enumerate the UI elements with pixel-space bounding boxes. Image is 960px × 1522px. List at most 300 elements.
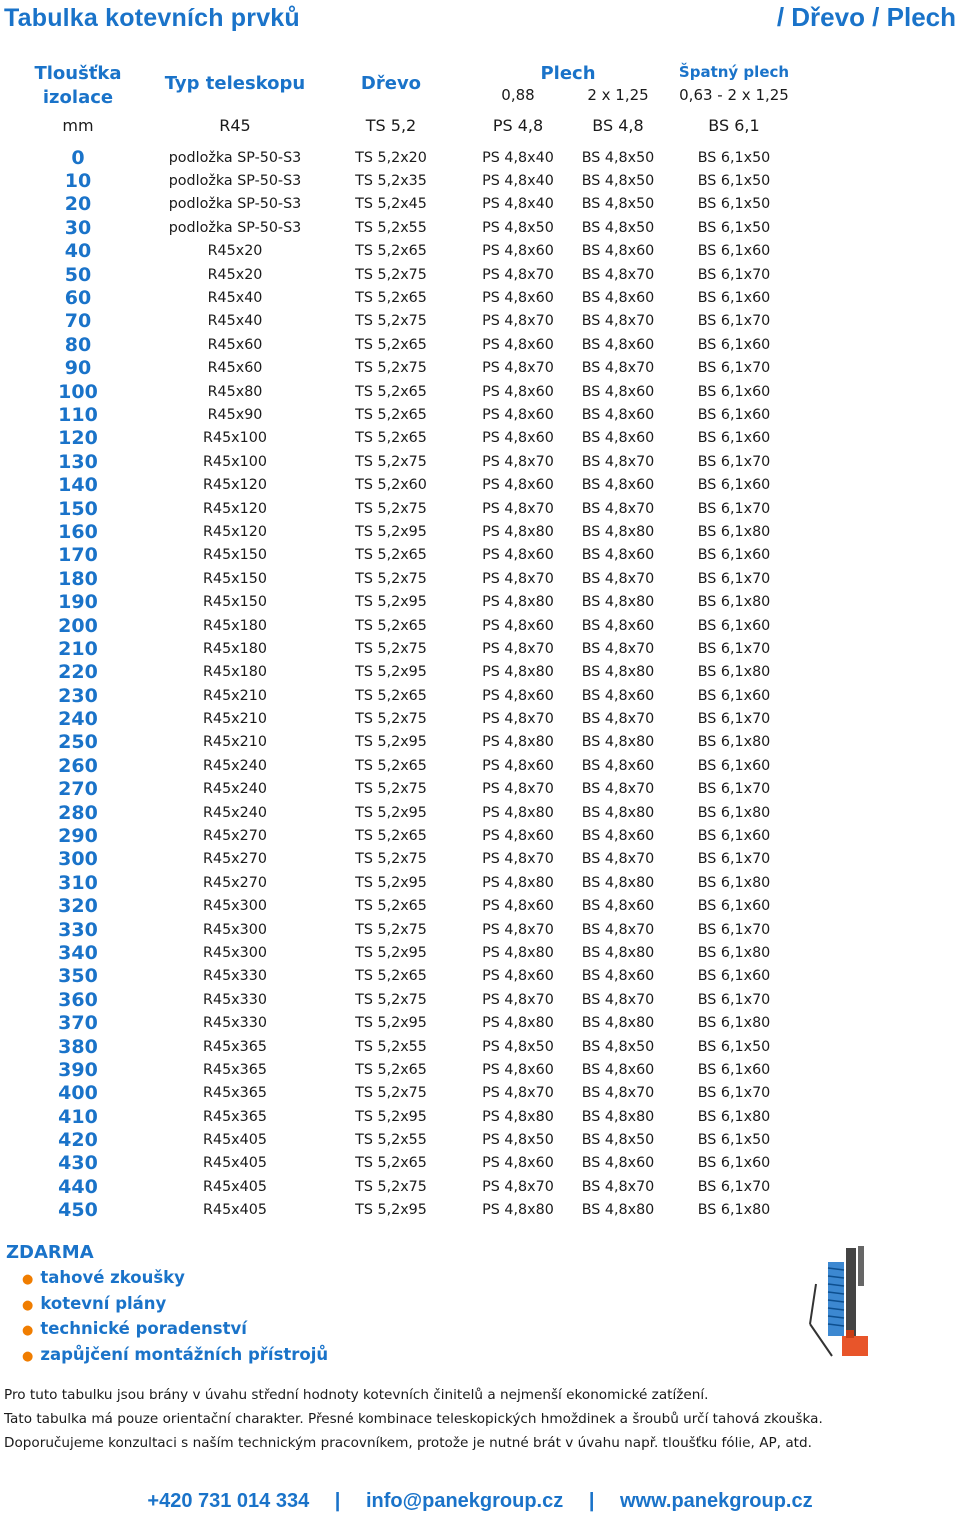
anchor-table-body <box>0 146 800 1222</box>
table-cell: BS 6,1x60 <box>697 547 771 564</box>
table-cell: R45x270 <box>203 851 267 868</box>
table-row <box>0 848 800 871</box>
table-cell: R45x40 <box>207 313 263 330</box>
thickness-cell: 30 <box>64 216 92 239</box>
table-cell: PS 4,8x80 <box>482 594 554 611</box>
table-cell: BS 4,8x60 <box>581 243 655 260</box>
table-cell: TS 5,2x65 <box>355 828 427 845</box>
table-cell: BS 6,1x70 <box>697 711 771 728</box>
table-cell: BS 4,8x70 <box>581 1085 655 1102</box>
table-cell: PS 4,8x70 <box>482 991 554 1008</box>
table-cell: TS 5,2x75 <box>355 266 427 283</box>
table-cell: R45x300 <box>203 921 267 938</box>
thickness-cell: 130 <box>58 450 98 473</box>
table-cell: TS 5,2x55 <box>355 219 427 236</box>
table-cell: PS 4,8x60 <box>482 687 554 704</box>
table-cell: TS 5,2x75 <box>355 1085 427 1102</box>
thickness-cell: 380 <box>58 1035 98 1058</box>
table-cell: PS 4,8x70 <box>482 500 554 517</box>
table-cell: R45x20 <box>207 266 263 283</box>
thickness-cell: 320 <box>58 895 98 918</box>
table-row <box>0 590 800 613</box>
thickness-cell: 80 <box>64 333 92 356</box>
table-row <box>0 918 800 941</box>
table-cell: BS 6,1x50 <box>697 1038 771 1055</box>
table-cell: BS 6,1x80 <box>697 804 771 821</box>
table-cell: R45x405 <box>203 1202 267 1219</box>
table-cell: TS 5,2x65 <box>355 617 427 634</box>
table-cell: PS 4,8x50 <box>482 219 554 236</box>
table-cell: BS 6,1x80 <box>697 734 771 751</box>
bullet-icon: ● <box>22 1272 34 1287</box>
unit-bs48: BS 4,8 <box>592 116 644 135</box>
table-cell: R45x210 <box>203 734 267 751</box>
table-cell: TS 5,2x95 <box>355 944 427 961</box>
table-cell: BS 6,1x60 <box>697 968 771 985</box>
table-cell: BS 4,8x70 <box>581 453 655 470</box>
table-row <box>0 1058 800 1081</box>
header-wood: Dřevo <box>360 73 422 94</box>
table-cell: TS 5,2x55 <box>355 1132 427 1149</box>
table-row <box>0 988 800 1011</box>
table-cell: TS 5,2x45 <box>355 196 427 213</box>
thickness-cell: 300 <box>58 848 98 871</box>
thickness-cell: 100 <box>58 380 98 403</box>
table-cell: BS 6,1x70 <box>697 360 771 377</box>
table-cell: PS 4,8x40 <box>482 149 554 166</box>
table-row <box>0 1105 800 1128</box>
table-cell: R45x20 <box>207 243 263 260</box>
table-cell: BS 6,1x70 <box>697 500 771 517</box>
table-cell: TS 5,2x65 <box>355 406 427 423</box>
free-services-title: ZDARMA <box>6 1242 94 1263</box>
thickness-cell: 60 <box>64 287 92 310</box>
table-cell: TS 5,2x95 <box>355 523 427 540</box>
table-cell: BS 4,8x80 <box>581 1202 655 1219</box>
table-cell: R45x150 <box>203 594 267 611</box>
thickness-cell: 360 <box>58 988 98 1011</box>
table-cell: PS 4,8x80 <box>482 523 554 540</box>
table-row <box>0 497 800 520</box>
thickness-cell: 180 <box>58 567 98 590</box>
table-cell: BS 4,8x60 <box>581 687 655 704</box>
table-cell: BS 4,8x80 <box>581 1015 655 1032</box>
table-cell: BS 6,1x60 <box>697 290 771 307</box>
table-row <box>0 169 800 192</box>
table-cell: BS 6,1x60 <box>697 617 771 634</box>
table-cell: R45x300 <box>203 898 267 915</box>
table-cell: R45x405 <box>203 1178 267 1195</box>
table-cell: TS 5,2x65 <box>355 336 427 353</box>
table-cell: BS 4,8x70 <box>581 851 655 868</box>
header-bad-sheet-sub: 0,63 - 2 x 1,25 <box>679 86 789 104</box>
thickness-cell: 340 <box>58 941 98 964</box>
table-cell: TS 5,2x65 <box>355 1155 427 1172</box>
table-cell: PS 4,8x60 <box>482 898 554 915</box>
table-cell: BS 6,1x50 <box>697 173 771 190</box>
thickness-cell: 140 <box>58 474 98 497</box>
table-cell: BS 4,8x70 <box>581 266 655 283</box>
table-cell: TS 5,2x65 <box>355 430 427 447</box>
table-cell: PS 4,8x60 <box>482 477 554 494</box>
table-row <box>0 403 800 426</box>
table-cell: BS 6,1x60 <box>697 757 771 774</box>
website-link[interactable]: www.panekgroup.cz <box>619 1490 813 1512</box>
table-cell: BS 4,8x70 <box>581 921 655 938</box>
table-cell: BS 4,8x80 <box>581 874 655 891</box>
thickness-cell: 370 <box>58 1012 98 1035</box>
table-cell: R45x270 <box>203 874 267 891</box>
table-cell: BS 4,8x70 <box>581 360 655 377</box>
table-cell: BS 4,8x50 <box>581 219 655 236</box>
bullet-icon: ● <box>22 1323 34 1338</box>
table-row <box>0 427 800 450</box>
list-item: ● zapůjčení montážních přístrojů <box>22 1344 329 1364</box>
table-cell: PS 4,8x70 <box>482 1178 554 1195</box>
table-cell: PS 4,8x80 <box>482 804 554 821</box>
table-cell: BS 6,1x60 <box>697 336 771 353</box>
table-row <box>0 1035 800 1058</box>
table-cell: R45x330 <box>203 1015 267 1032</box>
unit-bs61: BS 6,1 <box>708 116 760 135</box>
thickness-cell: 20 <box>64 193 92 216</box>
table-row <box>0 614 800 637</box>
table-cell: R45x60 <box>207 360 263 377</box>
table-row <box>0 216 800 239</box>
table-cell: R45x365 <box>203 1108 267 1125</box>
table-cell: R45x180 <box>203 617 267 634</box>
table-cell: R45x270 <box>203 828 267 845</box>
table-cell: TS 5,2x65 <box>355 243 427 260</box>
table-cell: TS 5,2x35 <box>355 173 427 190</box>
table-cell: R45x180 <box>203 664 267 681</box>
table-cell: TS 5,2x95 <box>355 874 427 891</box>
table-cell: TS 5,2x75 <box>355 313 427 330</box>
thickness-cell: 270 <box>58 778 98 801</box>
table-cell: BS 6,1x50 <box>697 219 771 236</box>
thickness-cell: 110 <box>58 403 98 426</box>
thickness-cell: 440 <box>58 1175 98 1198</box>
table-row <box>0 380 800 403</box>
table-cell: PS 4,8x50 <box>482 1038 554 1055</box>
table-cell: PS 4,8x60 <box>482 430 554 447</box>
table-cell: BS 4,8x70 <box>581 570 655 587</box>
table-cell: BS 4,8x80 <box>581 664 655 681</box>
table-cell: TS 5,2x55 <box>355 1038 427 1055</box>
footer-separator: | <box>334 1490 341 1512</box>
table-cell: BS 6,1x80 <box>697 1015 771 1032</box>
table-cell: TS 5,2x60 <box>355 477 427 494</box>
table-row <box>0 1128 800 1151</box>
thickness-cell: 450 <box>58 1199 98 1222</box>
table-cell: BS 4,8x70 <box>581 640 655 657</box>
table-cell: R45x405 <box>203 1132 267 1149</box>
thickness-cell: 0 <box>71 146 85 169</box>
thickness-cell: 430 <box>58 1152 98 1175</box>
table-row <box>0 684 800 707</box>
thickness-cell: 290 <box>58 825 98 848</box>
table-cell: TS 5,2x75 <box>355 1178 427 1195</box>
table-row <box>0 286 800 309</box>
table-row <box>0 240 800 263</box>
note-line: Doporučujeme konzultaci s naším technickým pracovníkem, protože je nutné brát v úvahu např. tloušťku fólie, AP, atd. <box>4 1435 812 1451</box>
unit-r45: R45 <box>219 116 251 135</box>
table-cell: TS 5,2x75 <box>355 640 427 657</box>
table-cell: TS 5,2x65 <box>355 547 427 564</box>
table-cell: BS 4,8x80 <box>581 804 655 821</box>
table-cell: PS 4,8x70 <box>482 851 554 868</box>
table-cell: BS 4,8x60 <box>581 1155 655 1172</box>
table-cell: BS 4,8x60 <box>581 336 655 353</box>
thickness-cell: 240 <box>58 708 98 731</box>
table-cell: PS 4,8x60 <box>482 1155 554 1172</box>
footer-separator: | <box>588 1490 595 1512</box>
thickness-cell: 200 <box>58 614 98 637</box>
table-cell: TS 5,2x95 <box>355 1108 427 1125</box>
unit-ts: TS 5,2 <box>365 116 417 135</box>
table-cell: PS 4,8x60 <box>482 406 554 423</box>
unit-ps: PS 4,8 <box>492 116 544 135</box>
table-cell: BS 4,8x70 <box>581 991 655 1008</box>
table-row <box>0 1175 800 1198</box>
table-cell: BS 4,8x70 <box>581 1178 655 1195</box>
table-cell: PS 4,8x60 <box>482 383 554 400</box>
table-cell: BS 6,1x50 <box>697 1132 771 1149</box>
table-cell: PS 4,8x70 <box>482 921 554 938</box>
table-cell: PS 4,8x60 <box>482 828 554 845</box>
table-row <box>0 707 800 730</box>
table-row <box>0 310 800 333</box>
table-cell: BS 4,8x60 <box>581 290 655 307</box>
table-cell: R45x300 <box>203 944 267 961</box>
table-cell: BS 4,8x70 <box>581 711 655 728</box>
table-cell: BS 4,8x80 <box>581 594 655 611</box>
table-cell: BS 6,1x50 <box>697 196 771 213</box>
thickness-cell: 400 <box>58 1082 98 1105</box>
table-cell: BS 4,8x60 <box>581 1061 655 1078</box>
thickness-cell: 260 <box>58 754 98 777</box>
table-cell: TS 5,2x75 <box>355 991 427 1008</box>
free-services-list <box>22 1266 328 1368</box>
table-cell: BS 6,1x80 <box>697 664 771 681</box>
table-cell: TS 5,2x95 <box>355 1202 427 1219</box>
header-thickness: Tloušťka izolace <box>34 63 122 108</box>
table-cell: PS 4,8x80 <box>482 944 554 961</box>
table-cell: BS 6,1x60 <box>697 828 771 845</box>
table-cell: R45x240 <box>203 781 267 798</box>
table-cell: BS 6,1x70 <box>697 266 771 283</box>
table-cell: BS 4,8x60 <box>581 617 655 634</box>
table-cell: BS 6,1x60 <box>697 898 771 915</box>
list-item: ● kotevní plány <box>22 1293 167 1313</box>
table-cell: PS 4,8x70 <box>482 711 554 728</box>
table-cell: BS 4,8x80 <box>581 944 655 961</box>
table-row <box>0 473 800 496</box>
unit-mm: mm <box>62 116 94 135</box>
table-cell: R45x150 <box>203 547 267 564</box>
table-cell: BS 6,1x60 <box>697 1061 771 1078</box>
header-sheet: Plech <box>540 63 596 84</box>
table-cell: TS 5,2x95 <box>355 734 427 751</box>
table-cell: BS 4,8x80 <box>581 523 655 540</box>
table-cell: PS 4,8x60 <box>482 617 554 634</box>
table-cell: PS 4,8x60 <box>482 336 554 353</box>
table-cell: R45x365 <box>203 1085 267 1102</box>
table-cell: TS 5,2x95 <box>355 664 427 681</box>
table-cell: R45x330 <box>203 968 267 985</box>
thickness-cell: 10 <box>64 170 92 193</box>
table-cell: PS 4,8x70 <box>482 313 554 330</box>
table-cell: TS 5,2x65 <box>355 290 427 307</box>
thickness-cell: 250 <box>58 731 98 754</box>
table-cell: PS 4,8x80 <box>482 734 554 751</box>
table-row <box>0 801 800 824</box>
thickness-cell: 390 <box>58 1058 98 1081</box>
table-cell: PS 4,8x60 <box>482 1061 554 1078</box>
table-cell: BS 6,1x80 <box>697 874 771 891</box>
table-cell: BS 6,1x70 <box>697 991 771 1008</box>
thickness-cell: 90 <box>64 357 92 380</box>
table-cell: PS 4,8x60 <box>482 968 554 985</box>
footer-contact <box>0 1490 960 1513</box>
table-cell: BS 4,8x50 <box>581 1132 655 1149</box>
bullet-icon: ● <box>22 1297 34 1313</box>
table-cell: PS 4,8x60 <box>482 547 554 564</box>
table-row <box>0 637 800 660</box>
table-cell: BS 4,8x60 <box>581 383 655 400</box>
table-cell: BS 4,8x70 <box>581 781 655 798</box>
table-cell: PS 4,8x70 <box>482 781 554 798</box>
table-cell: TS 5,2x75 <box>355 500 427 517</box>
thickness-cell: 410 <box>58 1105 98 1128</box>
table-cell: TS 5,2x95 <box>355 804 427 821</box>
table-cell: BS 6,1x80 <box>697 944 771 961</box>
table-cell: PS 4,8x70 <box>482 453 554 470</box>
table-cell: BS 4,8x80 <box>581 1108 655 1125</box>
table-cell: TS 5,2x65 <box>355 687 427 704</box>
table-cell: BS 6,1x80 <box>697 523 771 540</box>
thickness-cell: 120 <box>58 427 98 450</box>
table-cell: podložka SP-50-S3 <box>168 196 302 213</box>
table-cell: TS 5,2x75 <box>355 781 427 798</box>
email-link[interactable]: info@panekgroup.cz <box>365 1490 564 1512</box>
thickness-cell: 160 <box>58 520 98 543</box>
table-cell: BS 4,8x80 <box>581 734 655 751</box>
table-cell: R45x100 <box>203 453 267 470</box>
note-line: Tato tabulka má pouze orientační charakter. Přesné kombinace teleskopických hmoždinek a šroubů určí tahová zkouška. <box>4 1411 823 1427</box>
table-cell: TS 5,2x75 <box>355 711 427 728</box>
table-cell: BS 6,1x80 <box>697 1108 771 1125</box>
header-telescope-type: Typ teleskopu <box>164 73 306 94</box>
table-cell: TS 5,2x75 <box>355 570 427 587</box>
table-cell: R45x330 <box>203 991 267 1008</box>
thickness-cell: 210 <box>58 637 98 660</box>
table-cell: TS 5,2x65 <box>355 383 427 400</box>
table-cell: TS 5,2x75 <box>355 921 427 938</box>
list-item: ● technické poradenství <box>22 1319 247 1338</box>
table-cell: BS 6,1x70 <box>697 640 771 657</box>
header-bad-sheet: Špatný plech <box>678 63 790 81</box>
thickness-cell: 280 <box>58 801 98 824</box>
table-cell: PS 4,8x80 <box>482 1108 554 1125</box>
thickness-cell: 40 <box>64 240 92 263</box>
table-cell: BS 6,1x70 <box>697 781 771 798</box>
phone-link[interactable]: +420 731 014 334 <box>147 1490 310 1512</box>
table-cell: R45x240 <box>203 757 267 774</box>
table-cell: TS 5,2x65 <box>355 757 427 774</box>
table-row <box>0 357 800 380</box>
table-cell: R45x405 <box>203 1155 267 1172</box>
table-row <box>0 567 800 590</box>
table-cell: BS 6,1x80 <box>697 1202 771 1219</box>
table-cell: R45x365 <box>203 1061 267 1078</box>
table-cell: R45x60 <box>207 336 263 353</box>
thickness-cell: 190 <box>58 591 98 614</box>
table-cell: PS 4,8x40 <box>482 196 554 213</box>
thickness-cell: 230 <box>58 684 98 707</box>
table-cell: BS 4,8x60 <box>581 968 655 985</box>
thickness-cell: 70 <box>64 310 92 333</box>
table-cell: R45x210 <box>203 687 267 704</box>
table-cell: R45x120 <box>203 477 267 494</box>
table-cell: podložka SP-50-S3 <box>168 219 302 236</box>
table-cell: BS 6,1x60 <box>697 243 771 260</box>
table-cell: R45x210 <box>203 711 267 728</box>
table-cell: BS 4,8x60 <box>581 430 655 447</box>
table-cell: TS 5,2x65 <box>355 968 427 985</box>
table-cell: PS 4,8x50 <box>482 1132 554 1149</box>
table-cell: BS 4,8x60 <box>581 898 655 915</box>
thickness-cell: 310 <box>58 871 98 894</box>
table-cell: podložka SP-50-S3 <box>168 149 302 166</box>
header-sheet-sub2: 2 x 1,25 <box>587 86 649 104</box>
table-cell: BS 6,1x70 <box>697 1085 771 1102</box>
page-title: Tabulka kotevních prvků <box>4 4 300 32</box>
page-subtitle: / Dřevo / Plech <box>776 2 956 32</box>
table-cell: TS 5,2x75 <box>355 851 427 868</box>
table-cell: PS 4,8x80 <box>482 874 554 891</box>
table-cell: BS 4,8x50 <box>581 173 655 190</box>
table-row <box>0 871 800 894</box>
table-cell: BS 4,8x60 <box>581 757 655 774</box>
table-cell: R45x80 <box>207 383 263 400</box>
table-cell: PS 4,8x70 <box>482 360 554 377</box>
table-cell: BS 6,1x60 <box>697 383 771 400</box>
table-cell: R45x240 <box>203 804 267 821</box>
table-cell: PS 4,8x60 <box>482 757 554 774</box>
table-cell: BS 6,1x60 <box>697 1155 771 1172</box>
table-cell: BS 4,8x50 <box>581 196 655 213</box>
table-cell: BS 4,8x60 <box>581 406 655 423</box>
table-row <box>0 965 800 988</box>
thickness-cell: 350 <box>58 965 98 988</box>
table-cell: BS 6,1x70 <box>697 570 771 587</box>
table-row <box>0 146 800 169</box>
table-row <box>0 1152 800 1175</box>
table-cell: PS 4,8x40 <box>482 173 554 190</box>
note-line: Pro tuto tabulku jsou brány v úvahu střední hodnoty kotevních činitelů a nejmenší ekonomické zatížení. <box>4 1387 709 1403</box>
table-cell: PS 4,8x70 <box>482 1085 554 1102</box>
table-cell: BS 6,1x60 <box>697 406 771 423</box>
table-cell: BS 6,1x60 <box>697 477 771 494</box>
table-cell: PS 4,8x70 <box>482 570 554 587</box>
table-row <box>0 661 800 684</box>
table-cell: PS 4,8x70 <box>482 266 554 283</box>
table-cell: R45x365 <box>203 1038 267 1055</box>
table-cell: BS 6,1x50 <box>697 149 771 166</box>
table-cell: R45x120 <box>203 523 267 540</box>
table-row <box>0 544 800 567</box>
